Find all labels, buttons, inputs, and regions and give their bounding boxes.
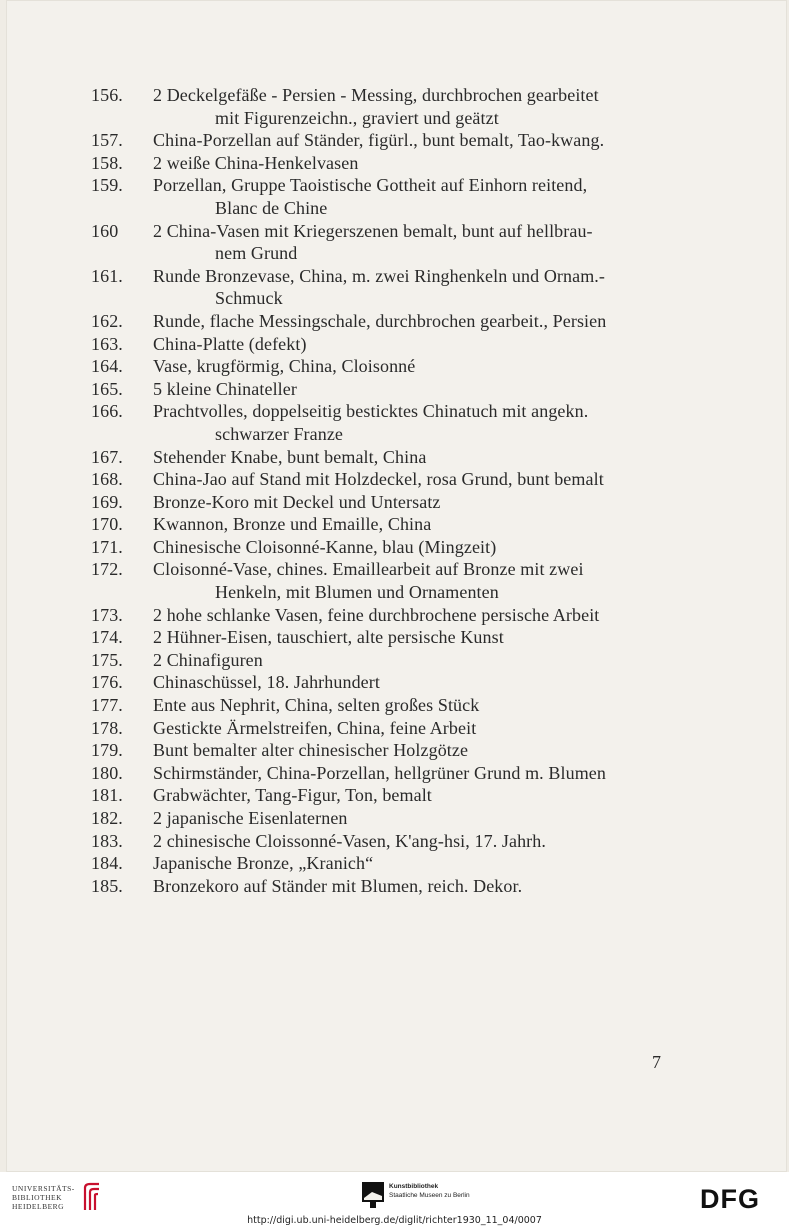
entry-number: 161. <box>91 265 123 286</box>
entry-number: 177. <box>91 695 123 716</box>
entry-description-continuation: mit Figurenzeichn., graviert und geätzt <box>215 107 499 128</box>
entry-number: 160 <box>91 220 119 241</box>
entry-description: 2 chinesische Cloissonné-Vasen, K'ang-hsi, 17. Jahrh. <box>153 830 546 851</box>
catalog-entry <box>91 378 677 401</box>
entry-description: Bronze-Koro mit Deckel und Untersatz <box>153 491 441 512</box>
entry-description: Vase, krugförmig, China, Cloisonné <box>153 356 416 377</box>
entry-description: Kwannon, Bronze und Emaille, China <box>153 514 432 535</box>
entry-number: 173. <box>91 604 123 625</box>
catalog-entry <box>91 536 677 559</box>
entry-description: Ente aus Nephrit, China, selten großes Stück <box>153 695 480 716</box>
catalog-entry <box>91 558 677 581</box>
digitization-footer <box>0 1172 789 1229</box>
entry-description: China-Jao auf Stand mit Holzdeckel, rosa Grund, bunt bemalt <box>153 469 604 490</box>
catalog-entry <box>91 174 677 197</box>
entry-number: 158. <box>91 152 123 173</box>
catalog-entry <box>91 671 677 694</box>
catalog-entry <box>91 604 677 627</box>
catalog-entry <box>91 84 677 107</box>
entry-number: 178. <box>91 717 123 738</box>
entry-number: 184. <box>91 853 123 874</box>
catalog-entry-continuation <box>91 581 677 604</box>
catalog-entry <box>91 649 677 672</box>
entry-description-continuation: Schmuck <box>215 288 283 309</box>
entry-number: 176. <box>91 672 123 693</box>
university-library-text <box>12 1184 75 1211</box>
catalog-entry <box>91 265 677 288</box>
heidelberg-library-logo[interactable] <box>12 1182 103 1212</box>
entry-number: 181. <box>91 785 123 806</box>
catalog-entry <box>91 875 677 898</box>
catalog-entry-continuation <box>91 107 677 130</box>
kunstbibliothek-text <box>389 1182 470 1200</box>
catalog-entry-continuation <box>91 287 677 310</box>
entry-description-continuation: schwarzer Franze <box>215 423 344 444</box>
heidelberg-emblem-icon <box>81 1182 103 1212</box>
entry-number: 183. <box>91 830 123 851</box>
entry-description-continuation: nem Grund <box>215 243 298 264</box>
entry-description: Japanische Bronze, „Kranich“ <box>153 853 374 874</box>
entry-description: Runde, flache Messingschale, durchbrochen gearbeit., Persien <box>153 310 607 331</box>
catalog-entry-continuation <box>91 423 677 446</box>
entry-number: 159. <box>91 175 123 196</box>
catalog-entry <box>91 310 677 333</box>
permalink-url[interactable]: http://digi.ub.uni-heidelberg.de/diglit/richter1930_11_04/0007 <box>247 1215 542 1226</box>
entry-description: 2 Deckelgefäße - Persien - Messing, durchbrochen gearbeitet <box>153 85 599 105</box>
entry-number: 164. <box>91 356 123 377</box>
entry-description: China-Platte (defekt) <box>153 333 307 354</box>
entry-number: 167. <box>91 446 123 467</box>
entry-number: 174. <box>91 627 123 648</box>
entry-number: 157. <box>91 130 123 151</box>
entry-description: 2 weiße China-Henkelvasen <box>153 152 359 173</box>
entry-number: 165. <box>91 378 123 399</box>
entry-number: 182. <box>91 808 123 828</box>
entry-description: Bronzekoro auf Ständer mit Blumen, reich. Dekor. <box>153 875 523 896</box>
entry-description: Schirmständer, China-Porzellan, hellgrüner Grund m. Blumen <box>153 762 606 783</box>
page-number: 7 <box>652 1052 661 1072</box>
entry-description: 2 China-Vasen mit Kriegerszenen bemalt, bunt auf hellbrau- <box>153 220 593 241</box>
entry-description: Porzellan, Gruppe Taoistische Gottheit auf Einhorn reitend, <box>153 175 588 196</box>
entry-number: 163. <box>91 333 123 354</box>
entry-description-continuation: Henkeln, mit Blumen und Ornamenten <box>215 582 499 603</box>
document-page <box>6 0 787 1172</box>
catalog-entry <box>91 807 677 830</box>
kunstbibliothek-emblem-icon <box>362 1182 384 1208</box>
university-line-1: UNIVERSITÄTS- <box>12 1183 75 1193</box>
entry-number: 179. <box>91 740 123 761</box>
entry-number: 172. <box>91 559 123 580</box>
entry-description: Prachtvolles, doppelseitig besticktes Chinatuch mit angekn. <box>153 401 589 422</box>
dfg-logo[interactable]: DFG <box>700 1184 760 1214</box>
entry-description: Runde Bronzevase, China, m. zwei Ringhenkeln und Ornam.- <box>153 265 605 286</box>
entry-number: 169. <box>91 491 123 512</box>
entry-number: 175. <box>91 649 123 670</box>
kunstbibliothek-subtitle: Staatliche Museen zu Berlin <box>389 1192 470 1199</box>
entry-number: 185. <box>91 875 123 896</box>
catalog-entry <box>91 446 677 469</box>
entry-number: 171. <box>91 536 123 557</box>
entry-description: China-Porzellan auf Ständer, figürl., bunt bemalt, Tao-kwang. <box>153 130 605 151</box>
catalog-entry <box>91 626 677 649</box>
entry-description: 2 hohe schlanke Vasen, feine durchbrochene persische Arbeit <box>153 604 600 625</box>
catalog-entry-continuation <box>91 197 677 220</box>
entry-number: 170. <box>91 514 123 535</box>
catalog-entry <box>91 513 677 536</box>
entry-description: Chinesische Cloisonné-Kanne, blau (Mingzeit) <box>153 536 497 557</box>
entry-description: Gestickte Ärmelstreifen, China, feine Arbeit <box>153 717 477 738</box>
entry-description: 2 Chinafiguren <box>153 649 263 670</box>
entry-number: 180. <box>91 762 123 783</box>
entry-number: 162. <box>91 310 123 331</box>
entry-description: Stehender Knabe, bunt bemalt, China <box>153 446 427 467</box>
catalog-entry <box>91 333 677 356</box>
catalog-entry <box>91 152 677 175</box>
university-line-2: BIBLIOTHEK <box>12 1192 62 1202</box>
catalog-entry <box>91 762 677 785</box>
entry-description: 5 kleine Chinateller <box>153 378 297 399</box>
catalog-entry <box>91 129 677 152</box>
entry-description-continuation: Blanc de Chine <box>215 197 328 218</box>
entry-number: 156. <box>91 85 123 105</box>
entry-description: Cloisonné-Vase, chines. Emaillearbeit auf Bronze mit zwei <box>153 559 584 580</box>
kunstbibliothek-title: Kunstbibliothek <box>389 1183 439 1190</box>
catalog-entry <box>91 830 677 853</box>
entry-description: Bunt bemalter alter chinesischer Holzgötze <box>153 740 469 761</box>
entry-description: 2 Hühner-Eisen, tauschiert, alte persische Kunst <box>153 627 504 648</box>
catalog-entry <box>91 694 677 717</box>
catalog-entry <box>91 852 677 875</box>
catalog-entry-continuation <box>91 242 677 265</box>
catalog-entry <box>91 491 677 514</box>
catalog-entry <box>91 784 677 807</box>
entry-number: 168. <box>91 469 123 490</box>
catalog-entry <box>91 717 677 740</box>
kunstbibliothek-logo[interactable] <box>362 1182 470 1208</box>
catalog-entry <box>91 400 677 423</box>
catalog-entry <box>91 355 677 378</box>
university-line-3: HEIDELBERG <box>12 1201 65 1211</box>
catalog-entry <box>91 739 677 762</box>
catalog-list <box>91 84 677 897</box>
entry-description: Grabwächter, Tang-Figur, Ton, bemalt <box>153 785 432 806</box>
entry-description: 2 japanische Eisenlaternen <box>153 808 348 828</box>
catalog-entry <box>91 468 677 491</box>
entry-description: Chinaschüssel, 18. Jahrhundert <box>153 672 380 693</box>
catalog-entry <box>91 220 677 243</box>
entry-number: 166. <box>91 401 123 422</box>
